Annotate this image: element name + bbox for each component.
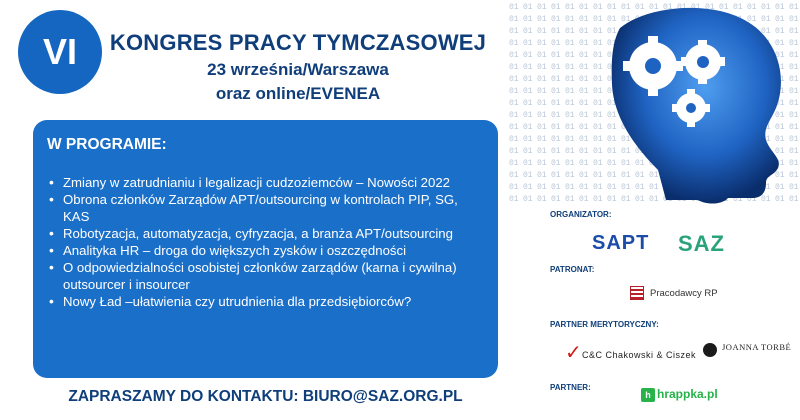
event-date-location: 23 września/Warszawa [207, 60, 389, 79]
sapt-logo: SAPT [592, 232, 650, 254]
program-heading: W PROGRAMIE: [47, 136, 167, 153]
merit-partner-label: PARTNER MERYTORYCZNY: [550, 320, 659, 329]
edition-badge: VI [18, 10, 102, 94]
event-title: KONGRES PRACY TYMCZASOWEJ [109, 30, 487, 55]
program-item: • Obrona członków Zarządów APT/outsourcing w kontrolach PIP, SG, KAS [49, 191, 484, 225]
cc-logo: C&C Chakowski & Ciszek [582, 350, 697, 360]
program-panel [33, 120, 498, 378]
program-item: • O odpowiedzialności osobistej członków zarządów (karna i cywilna) outsourcer i insourcer [49, 259, 484, 293]
patron-label: PATRONAT: [550, 265, 595, 274]
organizer-label: ORGANIZATOR: [550, 210, 612, 219]
program-item: • Robotyzacja, automatyzacja, cyfryzacja, a branża APT/outsourcing [49, 225, 484, 242]
contact-line: ZAPRASZAMY DO KONTAKTU: BIURO@SAZ.ORG.PL [68, 388, 463, 405]
pracodawcy-rp-mark-icon [630, 286, 644, 300]
cc-logo-mark-icon: ✓ [565, 342, 582, 364]
program-item: • Analityka HR – droga do większych zysków i oszczędności [49, 242, 484, 259]
event-online: oraz online/EVENEA [215, 84, 381, 103]
program-item: • Zmiany w zatrudnianiu i legalizacji cudzoziemców – Nowości 2022 [49, 174, 484, 191]
saz-logo: SAZ [678, 231, 725, 256]
pracodawcy-rp-logo: Pracodawcy RP [650, 288, 718, 299]
hrappka-logo: hrappka.pl [657, 387, 718, 401]
program-list [47, 174, 484, 310]
partner-label: PARTNER: [550, 383, 591, 392]
program-item: • Nowy Ład –ułatwienia czy utrudnienia dla przedsiębiorców? [49, 293, 484, 310]
head-gears-illustration [508, 0, 800, 205]
joanna-torbe-mark-icon [703, 343, 717, 357]
hrappka-mark-icon: h [641, 388, 655, 402]
joanna-torbe-logo: JOANNA TORBÉ [722, 342, 792, 352]
